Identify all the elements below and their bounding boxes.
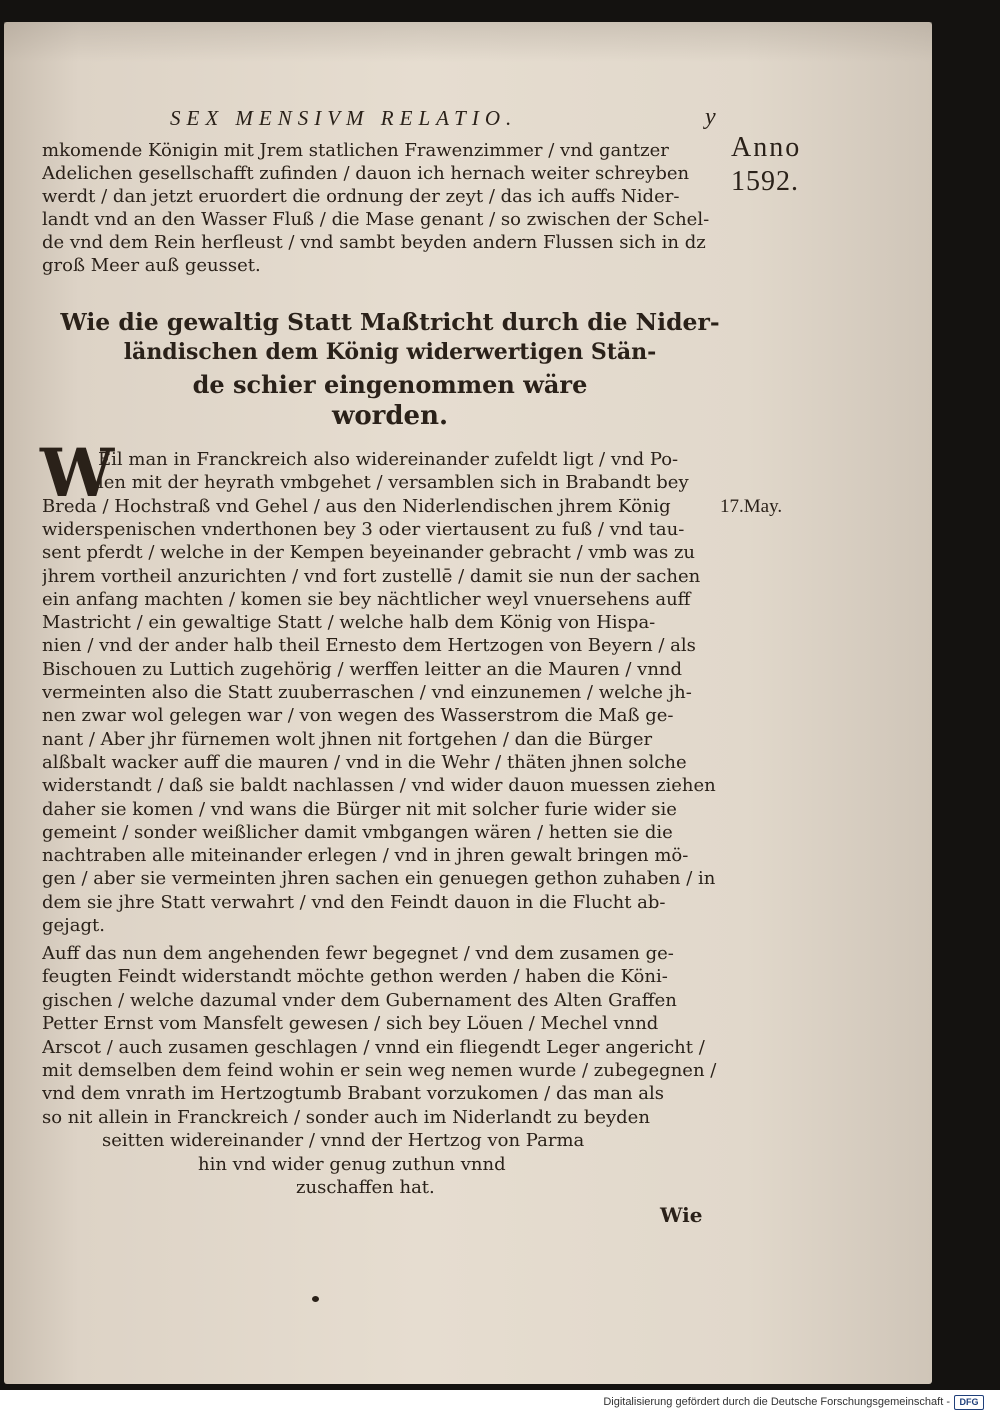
- text-line: gischen / welche dazumal vnder dem Gubernament des Alten Graffen: [42, 989, 677, 1011]
- text-line: groß Meer auß geusset.: [42, 255, 261, 276]
- text-line: mkomende Königin mit Jrem statlichen Frawenzimmer / vnd gantzer: [42, 140, 669, 161]
- heading-line: Wie die gewaltig Statt Maßtricht durch die Nider-: [60, 308, 720, 336]
- text-line: widerstandt / daß sie baldt nachlassen / vnd wider dauon muessen ziehen: [42, 775, 716, 797]
- text-line: widerspenischen vnderthonen bey 3 oder viertausent zu fuß / vnd tau-: [42, 518, 685, 540]
- text-line: Arscot / auch zusamen geschlagen / vnnd ein fliegendt Leger angericht /: [42, 1036, 705, 1058]
- text-line: sent pferdt / welche in der Kempen beyeinander gebracht / vmb was zu: [42, 542, 696, 564]
- text-line: jhrem vortheil anzurichten / vnd fort zustellē / damit sie nun der sachen: [42, 565, 701, 587]
- running-head: SEX MENSIVM RELATIO.: [170, 106, 518, 130]
- text-line: de vnd dem Rein herfleust / vnd sambt beyden andern Flussen sich in dz: [42, 232, 706, 253]
- text-line: landt vnd an den Wasser Fluß / die Mase genant / so zwischen der Schel-: [42, 209, 710, 230]
- heading-line: ländischen dem König widerwertigen Stän-: [123, 339, 657, 365]
- text-line: vnd dem vnrath im Hertzogtumb Brabant vorzukomen / das man als: [42, 1083, 665, 1105]
- text-line: Eil man in Franckreich also widereinander zufeldt ligt / vnd Po-: [98, 449, 679, 470]
- text-line: hin vnd wider genug zuthun vnnd: [198, 1153, 506, 1175]
- text-line: gejagt.: [42, 915, 105, 936]
- text-line: werdt / dan jetzt eruordert die ordnung der zeyt / das ich auffs Nider-: [42, 186, 680, 207]
- text-line: seitten widereinander / vnnd der Hertzog von Parma: [102, 1130, 585, 1152]
- text-line: Mastricht / ein gewaltige Statt / welche halb dem König von Hispa-: [42, 612, 656, 634]
- margin-year-value: 1592.: [731, 166, 799, 197]
- text-line: alßbalt wacker auff die mauren / vnd in die Wehr / thäten jhnen solche: [42, 751, 687, 773]
- folio-signature: y: [705, 104, 716, 130]
- dfg-logo-icon: DFG: [954, 1395, 984, 1410]
- margin-year-label: Anno: [731, 132, 802, 163]
- text-line: dem sie jhre Statt verwahrt / vnd den Feindt dauon in die Flucht ab-: [42, 891, 666, 913]
- text-line: daher sie komen / vnd wans die Bürger nit mit solcher furie wider sie: [42, 798, 677, 820]
- text-line: nen zwar wol gelegen war / von wegen des Wasserstrom die Maß ge-: [42, 705, 674, 727]
- text-line: vermeinten also die Statt zuuberraschen / vnd einzunemen / welche jh-: [42, 682, 692, 703]
- heading-line: worden.: [331, 401, 449, 431]
- text-line: Petter Ernst vom Mansfelt gewesen / sich bey Löuen / Mechel vnnd: [42, 1013, 659, 1035]
- text-line: nachtraben alle miteinander erlegen / vnd in jhren gewalt bringen mö-: [42, 845, 689, 867]
- text-line: Breda / Hochstraß vnd Gehel / aus den Niderlendischen jhrem König: [42, 495, 671, 517]
- text-line: ein anfang machten / komen sie bey nächtlicher weyl vnuersehens auff: [42, 588, 691, 610]
- text-line: gemeint / sonder weißlicher damit vmbgangen wären / hetten sie die: [42, 821, 673, 843]
- text-line: nien / vnd der ander halb theil Ernesto dem Hertzogen von Beyern / als: [42, 635, 696, 657]
- text-line: feugten Feindt widerstandt möchte gethon werden / haben die Köni-: [42, 966, 668, 988]
- text-line: Bischouen zu Luttich zugehörig / werffen leitter an die Mauren / vnnd: [42, 658, 683, 680]
- text-line: Auff das nun dem angehenden fewr begegnet / vnd dem zusamen ge-: [42, 943, 674, 964]
- text-line: zuschaffen hat.: [296, 1177, 435, 1198]
- text-line: so nit allein in Franckreich / sonder auch im Niderlandt zu beyden: [42, 1106, 650, 1128]
- text-line: Adelichen gesellschafft zufinden / dauon ich hernach weiter schreyben: [42, 163, 690, 184]
- drop-initial: W: [40, 434, 115, 512]
- text-line: gen / aber sie vermeinten jhren sachen ein genuegen gethon zuhaben / in: [42, 868, 716, 890]
- text-line: nant / Aber jhr fürnemen wolt jhnen nit fortgehen / dan die Bürger: [42, 728, 653, 750]
- margin-date: 17.May.: [720, 496, 783, 517]
- catchword: Wie: [660, 1203, 703, 1227]
- text-line: mit demselben dem feind wohin er sein weg nemen wurde / zubegegnen /: [42, 1060, 717, 1081]
- ink-spot: [312, 1296, 319, 1302]
- text-line: len mit der heyrath vmbgehet / versamblen sich in Brabandt bey: [98, 472, 689, 494]
- heading-line: de schier eingenommen wäre: [192, 370, 588, 399]
- footer-credit: Digitalisierung gefördert durch die Deutsche Forschungsgemeinschaft -: [603, 1396, 950, 1408]
